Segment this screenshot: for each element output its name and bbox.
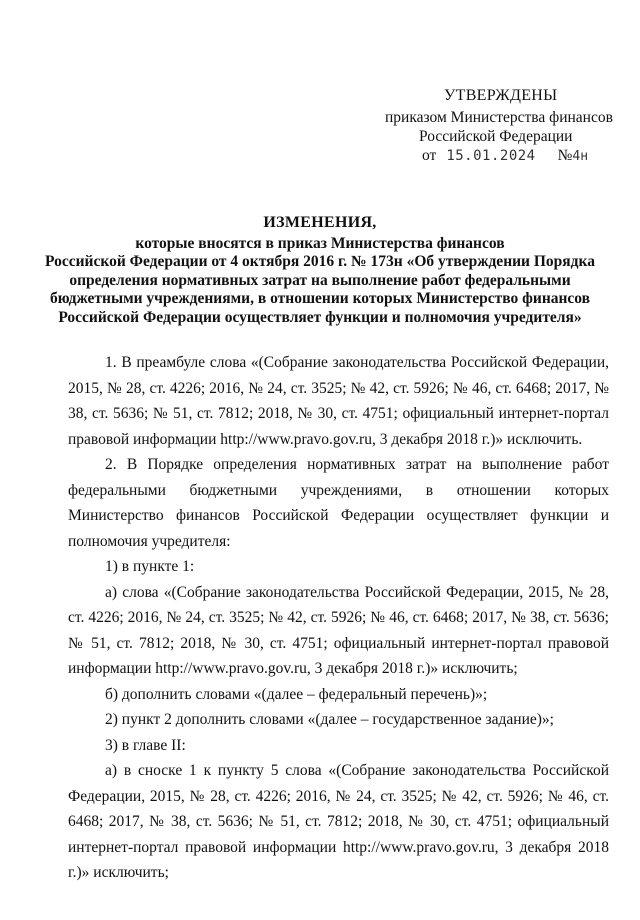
paragraph-6: 2) пункт 2 дополнить словами «(далее – государственное задание)»; [105,711,554,728]
paragraph-5: б) дополнить словами «(далее – федеральный перечень)»; [105,685,488,703]
heading-title: ИЗМЕНЕНИЯ, [263,214,377,231]
heading-line: Российской Федерации осуществляет функции и полномочия учредителя» [58,308,582,326]
approval-number-label: № [557,147,573,164]
document-body [68,350,609,886]
approval-date: 15.01.2024 [446,148,536,164]
paragraph-8: а) в сноске 1 к пункту 5 слова «(Собрание законодательства Российской Федерации, 2015, № 28, ст. 4226; 2016, № 24, ст. 3525; № 42, ст. 5926; № 46, ст. 6468; 2017, № 38, ст. 5636; № 51, ст. 7812; 2018, № 30, ст. 4751; официальный интернет-портал правовой информации http://www.pravo.gov.ru, 3 декабря 2018 г.)» исключить; [68,762,609,881]
heading-line: бюджетными учреждениями, в отношении которых Министерство финансов [49,290,591,307]
paragraph-1: 1. В преамбуле слова «(Собрание законодательства Российской Федерации, 2015, № 28, ст. 4226; 2016, № 24, ст. 3525; № 42, ст. 5926; № 46, ст. 6468; 2017, № 38, ст. 5636; № 51, ст. 7812; 2018, № 30, ст. 4751; официальный интернет-портал правовой информации http://www.pravo.gov.ru, 3 декабря 2018 г.)» исключить. [68,354,609,448]
heading-line: Российской Федерации от 4 октября 2016 г. № 173н «Об утверждении Порядка [45,253,595,270]
approval-number: 4н [572,149,589,164]
heading-line: которые вносятся в приказ Министерства финансов [135,234,505,252]
paragraph-7: 3) в главе II: [105,736,186,754]
approval-order-line: приказом Министерства финансов [385,109,613,126]
paragraph-4: а) слова «(Собрание законодательства Российской Федерации, 2015, № 28, ст. 4226; 2016, № 24, ст. 3525; № 42, ст. 5926; № 46, ст. 6468; 2017, № 38, ст. 5636; № 51, ст. 7812; 2018, № 30, ст. 4751; официальный интернет-портал правовой информации http://www.pravo.gov.ru, 3 декабря 2018 г.)» исключить; [68,583,609,677]
approval-date-row [422,147,588,165]
paragraph-3: 1) в пункте 1: [105,558,195,575]
approval-federation-line: Российской Федерации [419,128,573,145]
paragraph-2: 2. В Порядке определения нормативных затрат на выполнение работ федеральными бюджетными учреждениями, в отношении которых Министерство финансов Российской Федерации осуществляет функции и полномочия учредителя: [68,456,609,550]
approval-date-prefix: от [422,147,437,164]
heading-line: определения нормативных затрат на выполнение работ федеральными [69,271,571,289]
approval-title: УТВЕРЖДЕНЫ [444,87,558,104]
document-heading [0,214,640,327]
